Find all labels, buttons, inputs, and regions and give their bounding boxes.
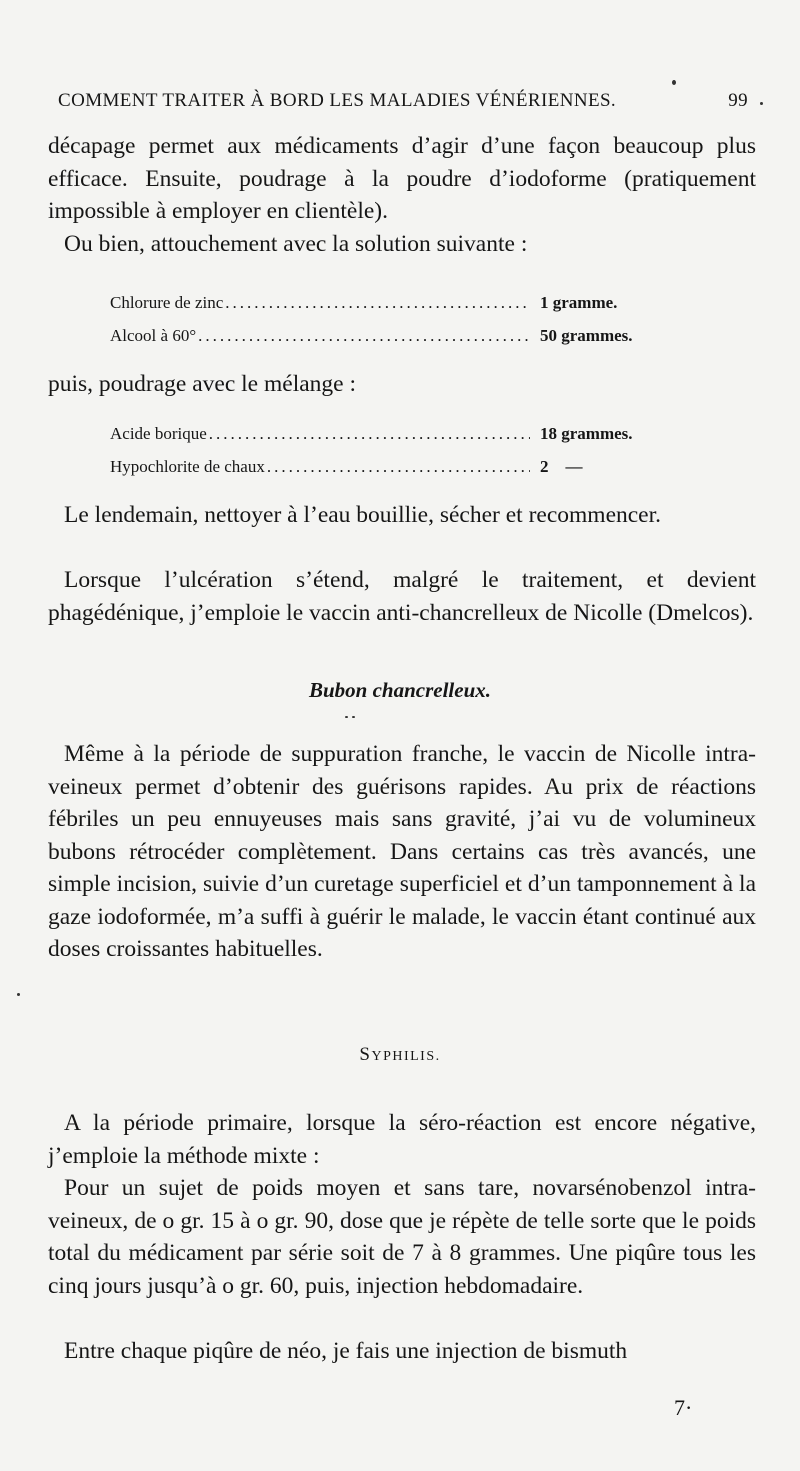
paragraph-attouchement: Ou bien, attouchement avec la solution suivante :	[64, 231, 528, 257]
paragraph-bismuth: Entre chaque piqûre de néo, je fais une injection de bismuth	[64, 1338, 628, 1364]
print-speck	[352, 716, 355, 718]
recipe-row	[110, 319, 680, 352]
paragraph-poudrage: puis, poudrage avec le mélange :	[48, 371, 356, 397]
paragraph-decapage: décapage permet aux médicaments d’agir d’une façon beaucoup plus efficace. Ensuite, poudrage à la poudre d’iodoforme (pratiquement impossible à employer en clientèle).	[48, 133, 756, 224]
ingredient-quantity: 18 grammes.	[540, 424, 633, 443]
print-speck	[17, 993, 20, 996]
recipe-solution	[110, 286, 680, 352]
ingredient-quantity: 1 gramme.	[540, 293, 618, 312]
leader-dots	[267, 450, 530, 483]
ingredient-name: Hypochlorite de chaux	[110, 457, 265, 476]
leader-dots	[209, 417, 530, 450]
running-header	[58, 90, 748, 112]
paragraph-novarsenobenzol: Pour un sujet de poids moyen et sans tare, novarsénobenzol intra-veineux, de o gr. 15 à o gr. 90, dose que je répète de telle sorte que le poids total du médicament par série soit de 7 à 8 grammes. Une piqûre tous les cinq jours jusqu’à o gr. 60, puis, injection hebdomadaire.	[48, 1175, 756, 1299]
print-speck	[345, 716, 348, 718]
running-title: COMMENT TRAITER À BORD LES MALADIES VÉNÉRIENNES.	[58, 90, 617, 111]
ingredient-name: Chlorure de zinc	[110, 293, 224, 312]
ingredient-name: Acide borique	[110, 424, 207, 443]
paragraph-ulceration: Lorsque l’ulcération s’étend, malgré le traitement, et devient phagédénique, j’emploie le vaccin anti-chancrelleux de Nicolle (Dmelcos).	[48, 567, 756, 626]
recipe-melange	[110, 417, 680, 483]
print-speck	[760, 102, 763, 105]
ingredient-quantity: 2 —	[540, 457, 583, 476]
ingredient-quantity: 50 grammes.	[540, 326, 633, 345]
section-heading-bubon: Bubon chancrelleux.	[308, 678, 492, 702]
page-number: 99	[728, 90, 748, 111]
paragraph-bubon: Même à la période de suppuration franche, le vaccin de Nicolle intra-veineux permet d’obtenir des guérisons rapides. Au prix de réactions fébriles un peu ennuyeuses mais sans gravité, j’ai vu de volumineux bubons rétrocéder complètement. Dans certains cas très avancés, une simple incision, suivie d’un curetage superficiel et d’un tamponnement à la gaze iodoformée, m’a suffi à guérir le malade, le vaccin étant continué aux doses croissantes habituelles.	[48, 741, 756, 962]
paragraph-periode-primaire: A la période primaire, lorsque la séro-réaction est encore négative, j’emploie la méthode mixte :	[48, 1110, 756, 1169]
section-heading-syphilis	[0, 1044, 800, 1066]
recipe-row	[110, 450, 680, 483]
signature-mark: 7·	[674, 1395, 693, 1420]
heading-smallcaps: YPHILIS.	[371, 1049, 441, 1064]
print-speck	[672, 80, 676, 85]
ingredient-name: Alcool à 60°	[110, 326, 197, 345]
recipe-row	[110, 417, 680, 450]
heading-initial: S	[359, 1044, 372, 1065]
leader-dots	[198, 319, 530, 352]
recipe-row	[110, 286, 680, 319]
paragraph-lendemain: Le lendemain, nettoyer à l’eau bouillie, sécher et recommencer.	[64, 502, 662, 528]
leader-dots	[225, 286, 530, 319]
